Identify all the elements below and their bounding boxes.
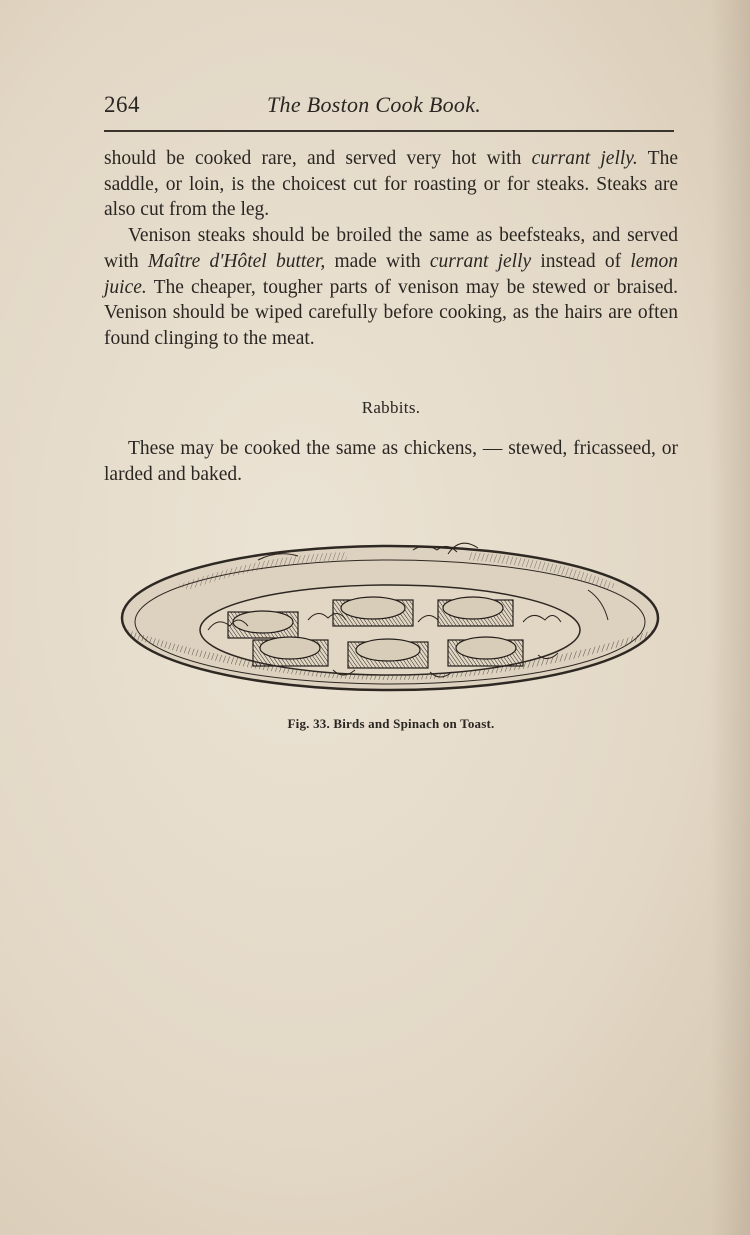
page-header [104,90,676,124]
paragraph-2: Venison steaks should be broiled the same as beefsteaks, and served with Maître d'Hôtel butter, made with currant jelly instead of lemon juice. The cheaper, tougher parts of venison may be stewed or braised. Venison should be wiped carefully before cooking, as the hairs are often found clinging to the meat. [104,225,678,349]
running-title: The Boston Cook Book. [267,92,482,117]
paragraph-1: should be cooked rare, and served very hot with currant jelly. The saddle, or loin, is the choicest cut for roasting or for steaks. Steaks are also cut from the leg. [104,148,678,221]
figure-birds-on-toast [118,530,663,700]
platter-illustration [118,530,663,700]
page-number: 264 [104,92,140,117]
rabbits-paragraph: These may be cooked the same as chickens, — stewed, fricasseed, or larded and baked. [104,438,678,485]
body-text [104,146,678,352]
header-rule [104,130,674,132]
figure-caption: Fig. 33. Birds and Spinach on Toast. [287,716,495,731]
section-heading-rabbits: Rabbits. [361,398,421,417]
page-edge-shadow [710,0,750,1235]
